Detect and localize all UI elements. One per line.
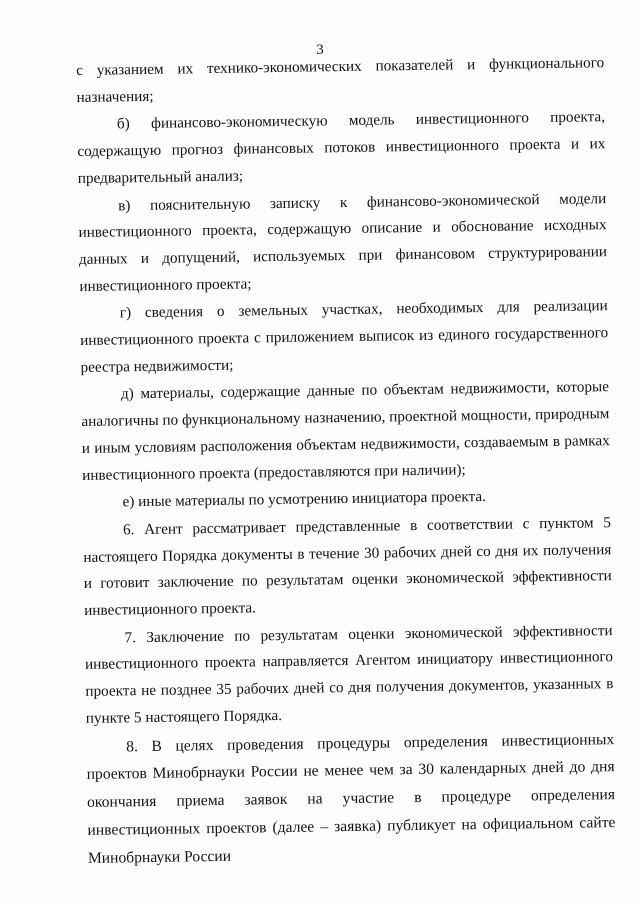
paragraph-continuation: с указанием их технико-экономических показателей и функционального назначения; (76, 54, 605, 106)
paragraph-item-v: в) пояснительную записку к финансово-экономической модели инвестиционного проекта, содержащую описание и обоснование исходных данных и допущений, используемых при финансовом структурировании инвестиционного проекта; (78, 189, 608, 295)
paragraph-clause-8: 8. В целях проведения процедуры определения инвестиционных проектов Минобрнауки России не менее чем за 30 календарных дней до дня окончания приема заявок на участие в процедуре определения инвестиционных проектов (далее – заявка) публикует на официальном сайте Минобрнауки России (86, 730, 616, 867)
paragraph-item-b: б) финансово-экономическую модель инвестиционного проекта, содержащую прогноз финансовых потоков инвестиционного проекта и их предварительный анализ; (77, 108, 606, 187)
paragraph-item-d: д) материалы, содержащие данные по объектам недвижимости, которые аналогичны по функциональному назначению, проектной мощности, природным и иным условиям расположения объектам недвижимости, создаваемым в рамках инвестиционного проекта (предоставляются при наличии); (81, 378, 610, 484)
document-body (76, 50, 616, 872)
paragraph-clause-7: 7. Заключение по результатам оценки экономической эффективности инвестиционного проекта направляется Агентом инициатору инвестиционного проекта не позднее 35 рабочих дней со дня получения документов, указанных в пункте 5 настоящего Порядка. (84, 621, 614, 727)
paragraph-item-g: г) сведения о земельных участках, необходимых для реализации инвестиционного проекта с приложением выписок из единого государственного реестра недвижимости; (80, 297, 609, 376)
paragraph-clause-6: 6. Агент рассматривает представленные в соответствии с пунктом 5 настоящего Порядка документы в течение 30 рабочих дней со дня их получения и готовит заключение по результатам оценки экономической эффективности инвестиционного проекта. (83, 514, 612, 620)
paragraph-item-e: е) иные материалы по усмотрению инициатора проекта. (122, 488, 487, 511)
page-number: 3 (316, 42, 324, 58)
